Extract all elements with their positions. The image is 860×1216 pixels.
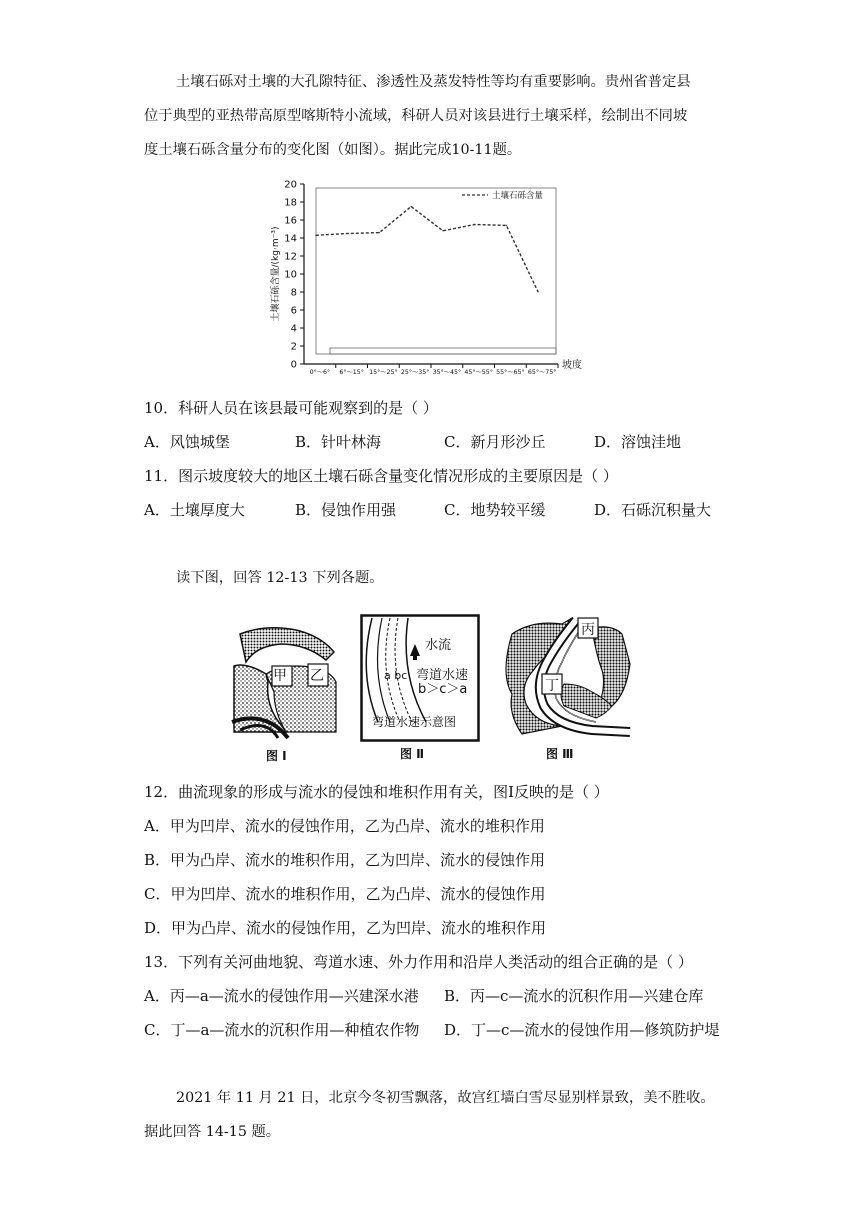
q12-option-a[interactable]: A．甲为凹岸、流水的侵蚀作用，乙为凸岸、流水的堆积作用 [144, 817, 545, 835]
y-axis-title: 土壤石砾含量/(kg·m⁻³) [271, 226, 281, 322]
q13-option-b[interactable]: B．丙—c—流水的沉积作用—兴建仓库 [444, 987, 704, 1005]
q10-option-b[interactable]: B．针叶林海 [295, 433, 382, 451]
x-axis-title: 坡度 [562, 360, 582, 371]
x-tick-label: 0°～6° [309, 369, 331, 376]
plot-frame [316, 188, 556, 354]
intro1-line3: 度土壤石砾含量分布的变化图（如图）。据此完成10-11题。 [144, 142, 522, 158]
y-tick-label: 14 [284, 233, 297, 245]
q13-option-d[interactable]: D．丁—c—流水的侵蚀作用—修筑防护堤 [444, 1021, 720, 1039]
label-bend-speed: 弯道水速 [416, 668, 469, 683]
x-tick-label: 35°～45° [432, 369, 462, 376]
gravel-content-chart [262, 172, 582, 382]
q11-option-b[interactable]: B．侵蚀作用强 [295, 501, 397, 519]
q10-stem: 10．科研人员在该县最可能观察到的是（ ） [144, 399, 438, 417]
x-tick-label: 55°～65° [496, 369, 525, 376]
q13-stem: 13．下列有关河曲地貌、弯道水速、外力作用和沿岸人类活动的组合正确的是（ ） [144, 953, 693, 971]
q12-option-b[interactable]: B．甲为凸岸、流水的堆积作用，乙为凹岸、流水的侵蚀作用 [144, 851, 546, 869]
data-point [506, 225, 507, 226]
intro1-line2: 位于典型的亚热带高原型喀斯特小流域，科研人员对该县进行土壤采样，绘制出不同坡 [144, 108, 688, 124]
q11-option-d[interactable]: D．石砾沉积量大 [594, 501, 712, 519]
q12-option-d[interactable]: D．甲为凸岸、流水的侵蚀作用，乙为凹岸、流水的堆积作用 [144, 919, 547, 937]
q12-stem: 12．曲流现象的形成与流水的侵蚀和堆积作用有关，图Ⅰ反映的是（ ） [144, 783, 609, 801]
label-ding: 丁 [545, 678, 559, 694]
data-point [315, 235, 316, 236]
intro1-line1: 土壤石砾对土壤的大孔隙特征、渗透性及蒸发特性等均有重要影响。贵州省普定县 [176, 74, 691, 90]
x-tick-label: 15°～25° [369, 369, 398, 376]
q11-stem: 11．图示坡度较大的地区土壤石砾含量变化情况形成的主要原因是（ ） [144, 467, 618, 485]
figure-1-caption: 图 Ⅰ [266, 749, 287, 763]
label-diagram-title: 弯道水速示意图 [372, 715, 457, 729]
y-tick-label: 18 [284, 197, 297, 209]
series-line-gravel-content [316, 207, 538, 293]
q10-option-d[interactable]: D．溶蚀洼地 [594, 433, 682, 451]
data-point [538, 291, 539, 292]
data-point [474, 224, 475, 225]
y-tick-label: 16 [284, 215, 297, 227]
y-tick-label: 4 [290, 323, 297, 335]
plot-inner-bar [330, 348, 556, 354]
y-tick-label: 6 [290, 305, 297, 317]
intro3-line1: 2021 年 11 月 21 日，北京今冬初雪飘落，故宫红墙白雪尽显别样景致，美不胜收。 [176, 1090, 715, 1106]
q12-option-c[interactable]: C．甲为凹岸、流水的堆积作用，乙为凸岸、流水的侵蚀作用 [144, 885, 546, 903]
y-tick-label: 0 [290, 359, 297, 371]
q10-option-a[interactable]: A．风蚀城堡 [144, 433, 230, 451]
figure-2-caption: 图 Ⅱ [400, 747, 425, 761]
label-relation: b＞c＞a [418, 682, 468, 697]
label-bing: 丙 [581, 622, 595, 638]
intro2: 读下图，回答 12-13 下列各题。 [176, 570, 384, 586]
q13-option-c[interactable]: C．丁—a—流水的沉积作用—种植农作物 [144, 1021, 420, 1039]
y-tick-label: 2 [290, 341, 297, 353]
q11-option-c[interactable]: C．地势较平缓 [444, 501, 546, 519]
figure-3-meander [492, 614, 632, 742]
label-water-flow: 水流 [425, 638, 452, 653]
y-tick-label: 12 [284, 251, 297, 263]
q10-option-c[interactable]: C．新月形沙丘 [444, 433, 546, 451]
x-tick-label: 25°～35° [400, 369, 430, 376]
legend-label: 土壤石砾含量 [492, 191, 544, 201]
label-jia: 甲 [273, 668, 287, 684]
intro3-line2: 据此回答 14-15 题。 [144, 1124, 281, 1140]
y-tick-label: 10 [284, 269, 297, 281]
x-tick-label: 45°～55° [464, 369, 493, 376]
data-point [411, 206, 412, 207]
x-tick-label: 65°～75° [527, 369, 557, 376]
q13-option-a[interactable]: A．丙—a—流水的侵蚀作用—兴建深水港 [144, 987, 419, 1005]
data-point [347, 233, 348, 234]
figure-3-caption: 图 Ⅲ [546, 747, 574, 761]
y-tick-label: 20 [284, 179, 297, 191]
label-abc: a bc [384, 669, 408, 682]
label-yi: 乙 [310, 668, 324, 684]
x-tick-label: 6°～15° [339, 369, 364, 376]
data-point [442, 230, 443, 231]
q11-option-a[interactable]: A．土壤厚度大 [144, 501, 245, 519]
y-tick-label: 8 [290, 287, 297, 299]
data-point [379, 232, 380, 233]
